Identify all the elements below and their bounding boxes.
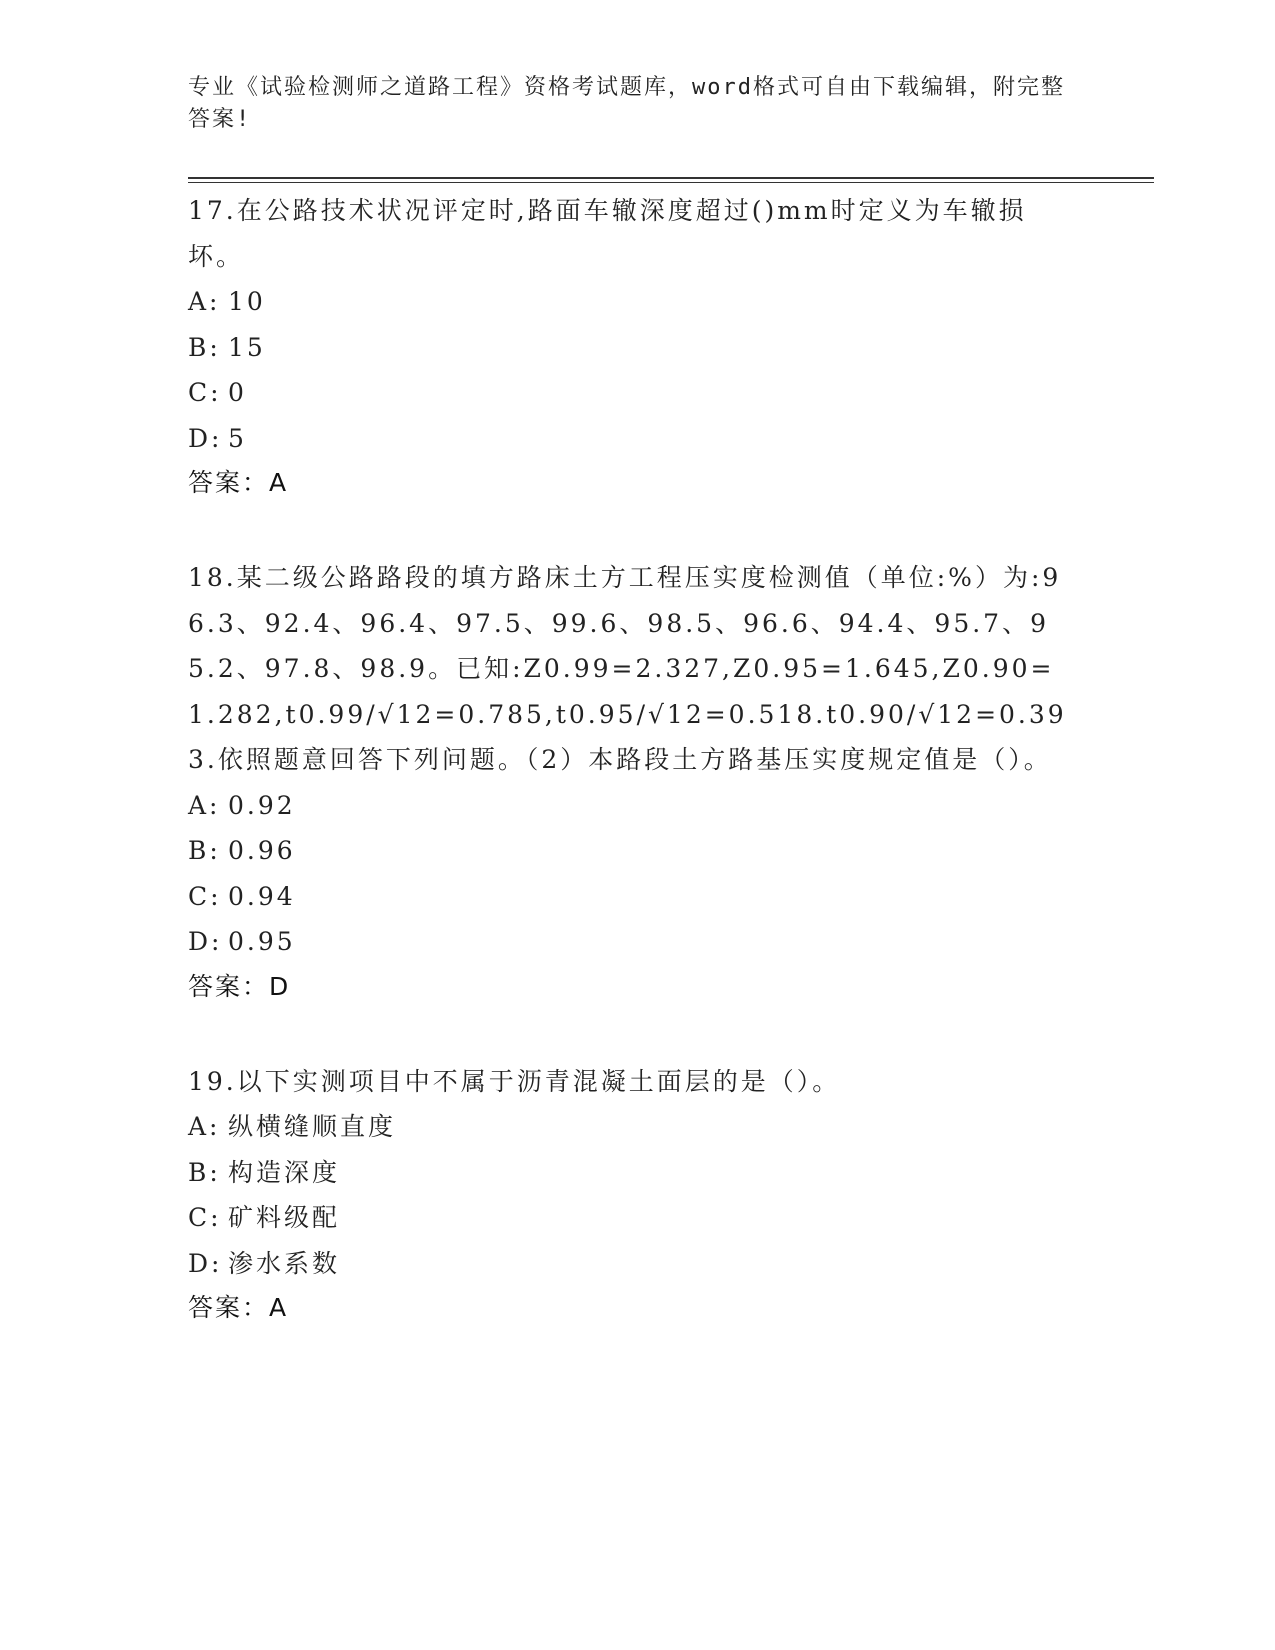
header-divider xyxy=(188,177,1154,179)
question-text: 19.以下实测项目中不属于沥青混凝土面层的是（）。 xyxy=(188,1066,841,1096)
question-item xyxy=(188,1059,1078,1331)
option-c: C: 0 xyxy=(188,378,247,407)
question-item xyxy=(188,555,1078,1009)
answer-label: 答案：D xyxy=(188,971,291,1001)
question-item xyxy=(188,188,1078,505)
question-list xyxy=(188,188,1078,1380)
option-b: B: 0.96 xyxy=(188,836,296,865)
option-d: D: 渗水系数 xyxy=(188,1248,341,1278)
document-header: 专业《试验检测师之道路工程》资格考试题库，word格式可自由下载编辑，附完整答案! xyxy=(188,75,1065,132)
option-b: B: 构造深度 xyxy=(188,1157,341,1187)
option-a: A: 0.92 xyxy=(188,790,296,820)
option-d: D: 0.95 xyxy=(188,927,296,956)
answer-label: 答案：A xyxy=(188,468,289,497)
option-d: D: 5 xyxy=(188,423,247,453)
option-a: A: 纵横缝顺直度 xyxy=(188,1112,397,1141)
option-a: A: 10 xyxy=(188,287,266,316)
option-b: B: 15 xyxy=(188,332,266,362)
question-text: 18.某二级公路路段的填方路床土方工程压实度检测值（单位:%）为:96.3、92.4、96.4、97.5、99.6、98.5、96.6、94.4、95.7、95.2、97.8、98.9。已知:Z0.99=2.327,Z0.95=1.645,Z0.90=1.282,t0.99/√12=0.785,t0.95/√12=0.518.t0.90/√12=0.393.依照题意回答下列问题。（2）本路段土方路基压实度规定值是（）。 xyxy=(188,563,1067,774)
question-text: 17.在公路技术状况评定时,路面车辙深度超过()mm时定义为车辙损坏。 xyxy=(188,196,1027,271)
answer-label: 答案：A xyxy=(188,1293,289,1322)
option-c: C: 0.94 xyxy=(188,881,296,911)
header-divider-thin xyxy=(188,182,1154,183)
option-c: C: 矿料级配 xyxy=(188,1203,341,1232)
